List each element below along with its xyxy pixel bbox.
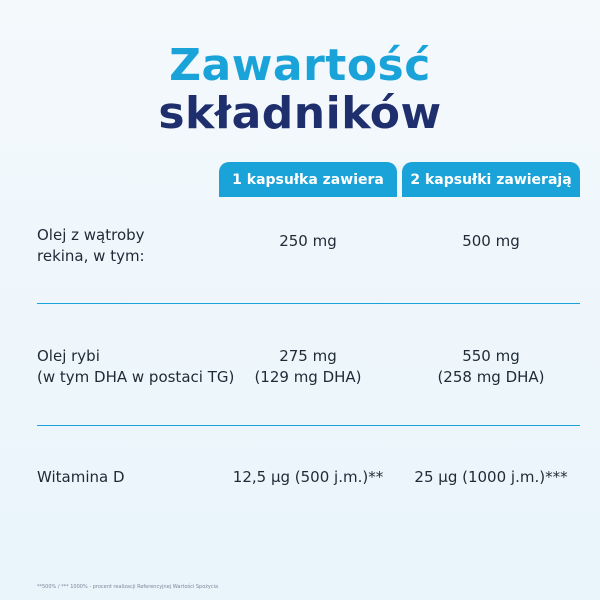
cell-fish-oil-2-capsules: [402, 346, 580, 388]
row-label-fish-oil: [37, 346, 234, 388]
cell-shark-liver-oil-1-capsule: [219, 231, 397, 252]
cell-value-dha: (258 mg DHA): [437, 368, 545, 386]
cell-value-dha: (129 mg DHA): [254, 368, 362, 386]
row-divider: [37, 425, 580, 426]
row-label-vitamin-d: [37, 467, 125, 488]
row-label-line: (w tym DHA w postaci TG): [37, 368, 235, 386]
footnote: **500% / *** 1000% - procent realizacji Referencyjnej Wartości Spożycia: [37, 584, 219, 590]
cell-value: 25 µg (1000 j.m.)***: [414, 468, 568, 486]
row-label-line: rekina, w tym:: [37, 247, 145, 265]
row-divider: [37, 303, 580, 304]
cell-shark-liver-oil-2-capsules: [402, 231, 580, 252]
cell-vitamin-d-1-capsule: [219, 467, 397, 488]
column-header-1-capsule: 1 kapsułka zawiera: [219, 162, 397, 197]
row-label-line: Witamina D: [37, 468, 125, 486]
row-label-line: Olej rybi: [37, 347, 100, 365]
cell-value: 250 mg: [279, 232, 337, 250]
row-label-shark-liver-oil: [37, 225, 145, 267]
cell-value: 12,5 µg (500 j.m.)**: [232, 468, 384, 486]
cell-value: 500 mg: [462, 232, 520, 250]
cell-vitamin-d-2-capsules: [402, 467, 580, 488]
page-title-line-2: składników: [158, 88, 442, 139]
cell-fish-oil-1-capsule: [219, 346, 397, 388]
page-title-line-1: Zawartość: [169, 40, 431, 91]
cell-value: 275 mg: [279, 347, 337, 365]
column-header-2-capsules: 2 kapsułki zawierają: [402, 162, 580, 197]
cell-value: 550 mg: [462, 347, 520, 365]
row-label-line: Olej z wątroby: [37, 226, 145, 244]
